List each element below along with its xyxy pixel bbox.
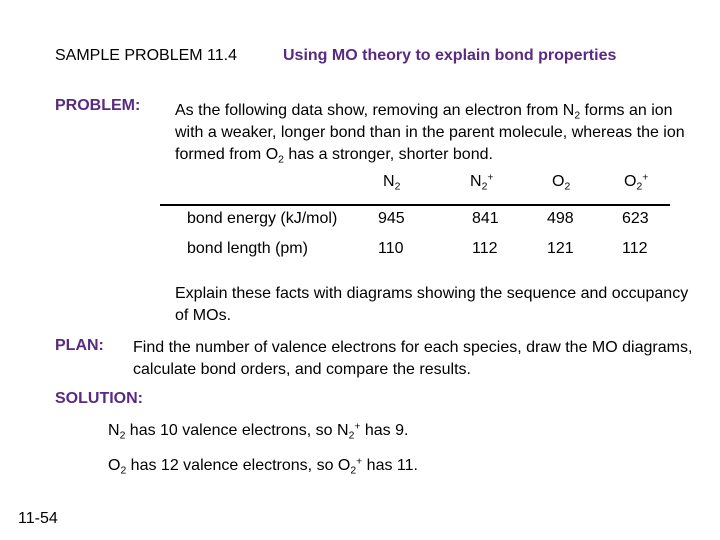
col-header-n2: $N_2$ — [383, 173, 401, 193]
row-label-bond-energy: bond energy (kJ/mol) — [187, 210, 338, 227]
table-cell: 112 — [622, 240, 648, 257]
table-cell: 945 — [378, 210, 405, 227]
table-cell: 623 — [622, 210, 649, 227]
problem-label: PROBLEM: — [55, 97, 141, 114]
solution-label: SOLUTION: — [55, 390, 143, 407]
slide-number: 11-54 — [18, 510, 58, 527]
col-header-n2-plus: $N_2^+$ — [470, 172, 494, 193]
table-cell: 498 — [547, 210, 574, 227]
explain-text: Explain these facts with diagrams showing the sequence and occupancy of MOs. — [175, 285, 689, 324]
solution-line-o2: $O_2$ has 12 valence electrons, so $O_2^+$ has 11. — [108, 456, 418, 477]
sample-problem-label: SAMPLE PROBLEM 11.4 — [55, 47, 237, 64]
table-cell: 841 — [472, 210, 499, 227]
table-cell: 121 — [547, 240, 574, 257]
page-title: Using MO theory to explain bond properties — [283, 47, 617, 64]
col-header-o2: $O_2$ — [552, 173, 571, 193]
col-header-o2-plus: $O_2^+$ — [624, 172, 649, 193]
table-cell: 112 — [472, 240, 498, 257]
plan-label: PLAN: — [55, 337, 104, 354]
row-label-bond-length: bond length (pm) — [187, 240, 308, 257]
plan-text: Find the number of valence electrons for each species, draw the MO diagrams, calculate bond orders, and compare the results. — [133, 339, 693, 378]
table-divider — [160, 204, 670, 206]
solution-line-n2: $N_2$ has 10 valence electrons, so $N_2^+$ has 9. — [108, 421, 409, 442]
problem-text: As the following data show, removing an electron from $N_2$ forms an ion with a weaker, longer bond than in the parent molecule, whereas the ion formed from $O_2$ has a stronger, shorter bond. — [175, 102, 685, 166]
table-cell: 110 — [378, 240, 404, 257]
